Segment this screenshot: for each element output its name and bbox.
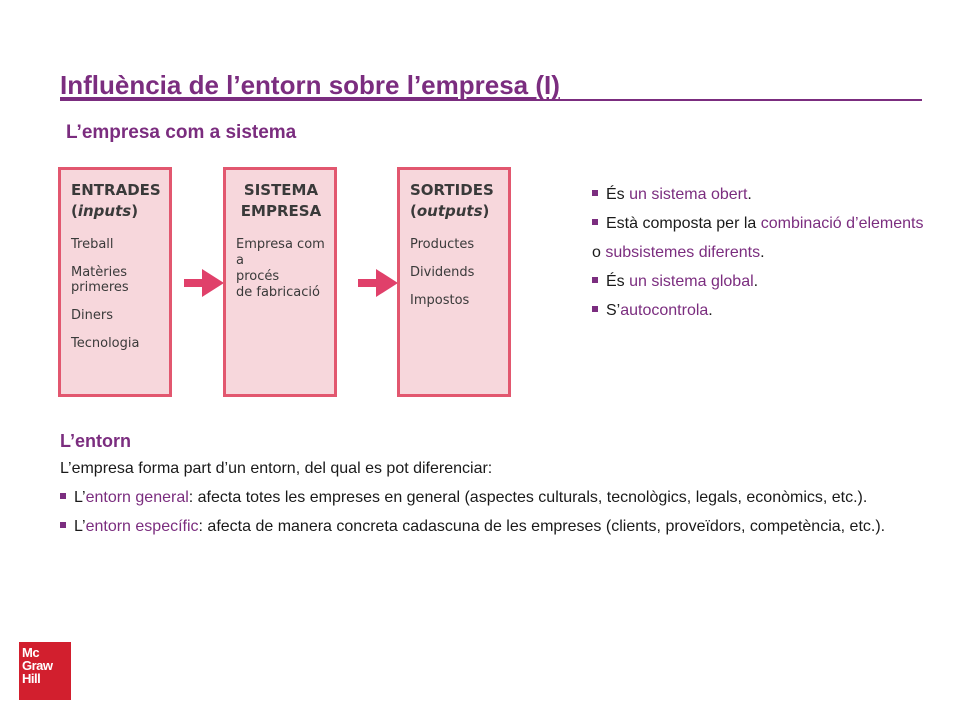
bullet-highlight: un sistema obert	[629, 186, 748, 203]
sortides-heading-sub: outputs	[416, 202, 483, 220]
bullet-text: o	[592, 244, 606, 261]
entorn-text: : afecta totes les empreses en general (aspectes culturals, tecnològics, legals, econòmics, etc.).	[188, 489, 868, 506]
bullet-text: .	[753, 273, 759, 290]
bullet-highlight: autocontrola	[620, 302, 709, 319]
square-bullet-icon	[592, 277, 598, 283]
entorn-highlight: entorn específic	[85, 518, 199, 535]
bullet-item	[592, 267, 932, 296]
sistema-heading	[236, 180, 326, 222]
entrades-items	[71, 237, 161, 351]
sortides-items	[410, 237, 500, 308]
entorn-item-general	[60, 483, 930, 512]
bullet-highlight: un sistema global	[629, 273, 754, 290]
entrades-item: Diners	[71, 308, 113, 323]
sistema-item: Empresa com a	[236, 237, 325, 268]
sortides-item: Impostos	[410, 293, 470, 308]
entorn-text: L’	[74, 489, 86, 506]
entorn-item-especific	[60, 512, 930, 541]
bullet-text: És	[606, 186, 630, 203]
bullet-text: Està composta per la	[606, 215, 761, 232]
entrades-heading-text: ENTRADES	[71, 181, 161, 199]
logo-text: Graw	[22, 658, 53, 673]
entrades-heading: ENTRADES (inputs)	[71, 181, 161, 220]
sortides-item: Productes	[410, 237, 475, 252]
bullet-item	[592, 296, 932, 325]
sistema-heading-line1: SISTEMA	[243, 181, 319, 199]
entorn-text: L’	[74, 518, 86, 535]
sortides-item: Dividends	[410, 265, 475, 280]
bullet-text: .	[747, 186, 752, 203]
logo-text: Hill	[22, 671, 41, 686]
square-bullet-icon	[592, 219, 598, 225]
entorn-intro: L’empresa forma part d’un entorn, del qual es pot diferenciar:	[60, 460, 493, 477]
bullet-text: .	[708, 302, 713, 319]
bullet-text: S’	[606, 302, 621, 319]
section-subtitle: L’empresa com a sistema	[66, 122, 297, 143]
entrades-box	[58, 167, 172, 397]
bullet-highlight: subsistemes diferents	[605, 244, 761, 261]
sistema-items	[236, 237, 326, 301]
square-bullet-icon	[60, 493, 66, 499]
mcgraw-hill-logo	[19, 642, 71, 700]
sistema-item: de fabricació	[236, 285, 320, 300]
square-bullet-icon	[592, 190, 598, 196]
entorn-text: : afecta de manera concreta cadascuna de les empreses (clients, proveïdors, competència, etc.).	[198, 518, 886, 535]
arrow-right-icon	[358, 266, 398, 300]
entrades-item: Matèries primeres	[71, 265, 129, 295]
logo-text: Mc	[22, 645, 40, 660]
entorn-heading: L’entorn	[60, 431, 131, 451]
sortides-heading-text: SORTIDES	[410, 181, 494, 199]
sortides-heading: SORTIDES (outputs)	[410, 181, 494, 220]
square-bullet-icon	[60, 522, 66, 528]
sistema-item: procés	[236, 269, 280, 284]
entrades-item: Tecnologia	[71, 336, 140, 351]
page-title: Influència de l’entorn sobre l’empresa (I)	[60, 70, 560, 100]
bullet-item	[592, 209, 932, 267]
entorn-highlight: entorn general	[85, 489, 189, 506]
entrades-item: Treball	[71, 237, 114, 252]
bullet-text: .	[760, 244, 765, 261]
bullet-text: És	[606, 273, 630, 290]
arrow-right-icon	[184, 266, 224, 300]
title-underline-rule	[60, 99, 922, 101]
sortides-box	[397, 167, 511, 397]
sistema-box	[223, 167, 337, 397]
bullet-highlight: combinació d’elements	[760, 215, 924, 232]
entrades-heading-sub: inputs	[77, 202, 132, 220]
system-bullets	[592, 180, 932, 325]
square-bullet-icon	[592, 306, 598, 312]
entorn-section	[60, 428, 930, 541]
bullet-item	[592, 180, 932, 209]
sistema-heading-line2: EMPRESA	[240, 202, 322, 220]
